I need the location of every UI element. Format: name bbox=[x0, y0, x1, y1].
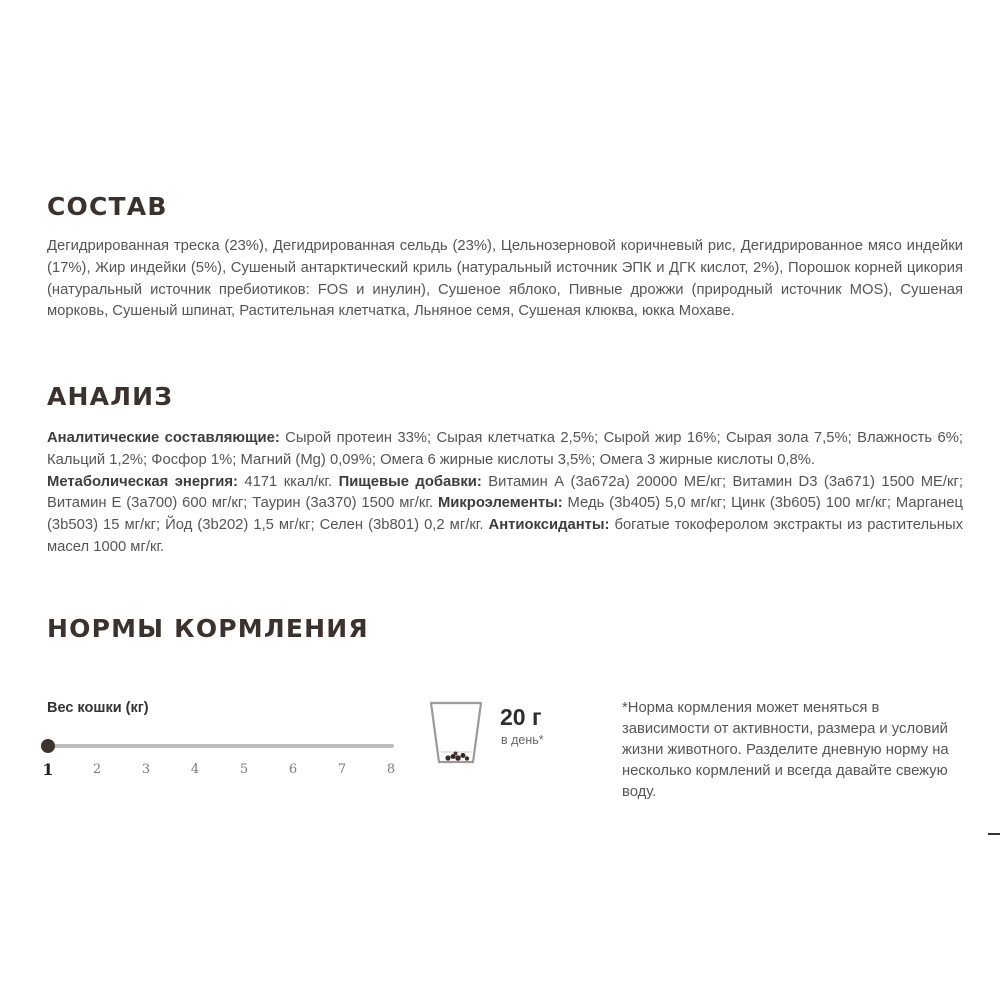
food-bowl-icon bbox=[428, 700, 484, 766]
trace-elements-label: Микроэлементы: bbox=[437, 495, 563, 512]
weight-tick-4[interactable]: 4 bbox=[190, 762, 200, 777]
weight-slider-thumb[interactable] bbox=[41, 739, 55, 753]
weight-label: Вес кошки (кг) bbox=[47, 700, 149, 716]
analysis-heading: АНАЛИЗ bbox=[47, 382, 174, 411]
composition-text: Дегидрированная треска (23%), Дегидрированная сельдь (23%), Цельнозерновой коричневый рис, Дегидрированное мясо индейки (17%), Жир индейки (5%), Сушеный антарктический криль (натуральный источник ЭПК и ДГК кислот, 2%), Порошок корней цикория (натуральный источник пребиотиков: FOS и инулин), Сушеное яблоко, Пивные дрожжи (природный источник MOS), Сушеная морковь, Сушеный шпинат, Растительная клетчатка, Льняное семя, Сушеная клюква, юкка Мохаве. bbox=[47, 238, 963, 320]
weight-tick-8[interactable]: 8 bbox=[386, 762, 396, 777]
energy-value: 4171 ккал/кг. bbox=[237, 473, 339, 490]
trace-elements-values: Медь (3b405) 5,0 мг/кг; Цинк (3b605) 100 мг/кг; Марганец (3b503) 15 мг/кг; Йод (3b202) 1,5 мг/кг; Селен (3b801) 0,2 мг/кг. bbox=[47, 495, 964, 534]
edge-marker bbox=[988, 833, 1000, 835]
antioxidants-label: Антиоксиданты: bbox=[488, 517, 610, 534]
weight-tick-1[interactable]: 1 bbox=[42, 760, 54, 779]
additives-label: Пищевые добавки: bbox=[338, 473, 482, 490]
analytical-values: Сырой протеин 33%; Сырая клетчатка 2,5%; Сырой жир 16%; Сырая зола 7,5%; Влажность 6%; Кальций 1,2%; Фосфор 1%; Магний (Mg) 0,09%; Омега 6 жирные кислоты 3,5%; Омега 3 жирные кислоты 0,8%. bbox=[47, 430, 963, 468]
energy-label: Метаболическая энергия: bbox=[47, 473, 238, 490]
antioxidants-values: богатые токоферолом экстракты из растительных масел 1000 мг/кг. bbox=[47, 517, 963, 555]
daily-amount-unit: в день* bbox=[501, 733, 544, 747]
daily-amount-value: 20 г bbox=[500, 704, 542, 730]
analytical-label: Аналитические составляющие: bbox=[47, 430, 280, 446]
weight-tick-5[interactable]: 5 bbox=[239, 762, 249, 777]
composition-heading: СОСТАВ bbox=[47, 192, 168, 221]
feeding-heading: НОРМЫ КОРМЛЕНИЯ bbox=[47, 614, 369, 643]
weight-tick-7[interactable]: 7 bbox=[337, 762, 347, 777]
weight-slider-track[interactable] bbox=[47, 744, 394, 748]
analysis-text bbox=[47, 428, 963, 559]
additives-values: Витамин А (3а672а) 20000 МЕ/кг; Витамин D3 (3а671) 1500 МЕ/кг; Витамин Е (3а700) 600 мг/кг; Таурин (3а370) 1500 мг/кг. bbox=[47, 473, 963, 512]
feeding-note: *Норма кормления может меняться в зависимости от активности, размера и условий жизни животного. Разделите дневную норму на несколько кормлений и всегда давайте свежую воду. bbox=[622, 700, 949, 800]
weight-tick-6[interactable]: 6 bbox=[288, 762, 298, 777]
weight-tick-3[interactable]: 3 bbox=[141, 762, 151, 777]
weight-tick-2[interactable]: 2 bbox=[92, 762, 102, 777]
